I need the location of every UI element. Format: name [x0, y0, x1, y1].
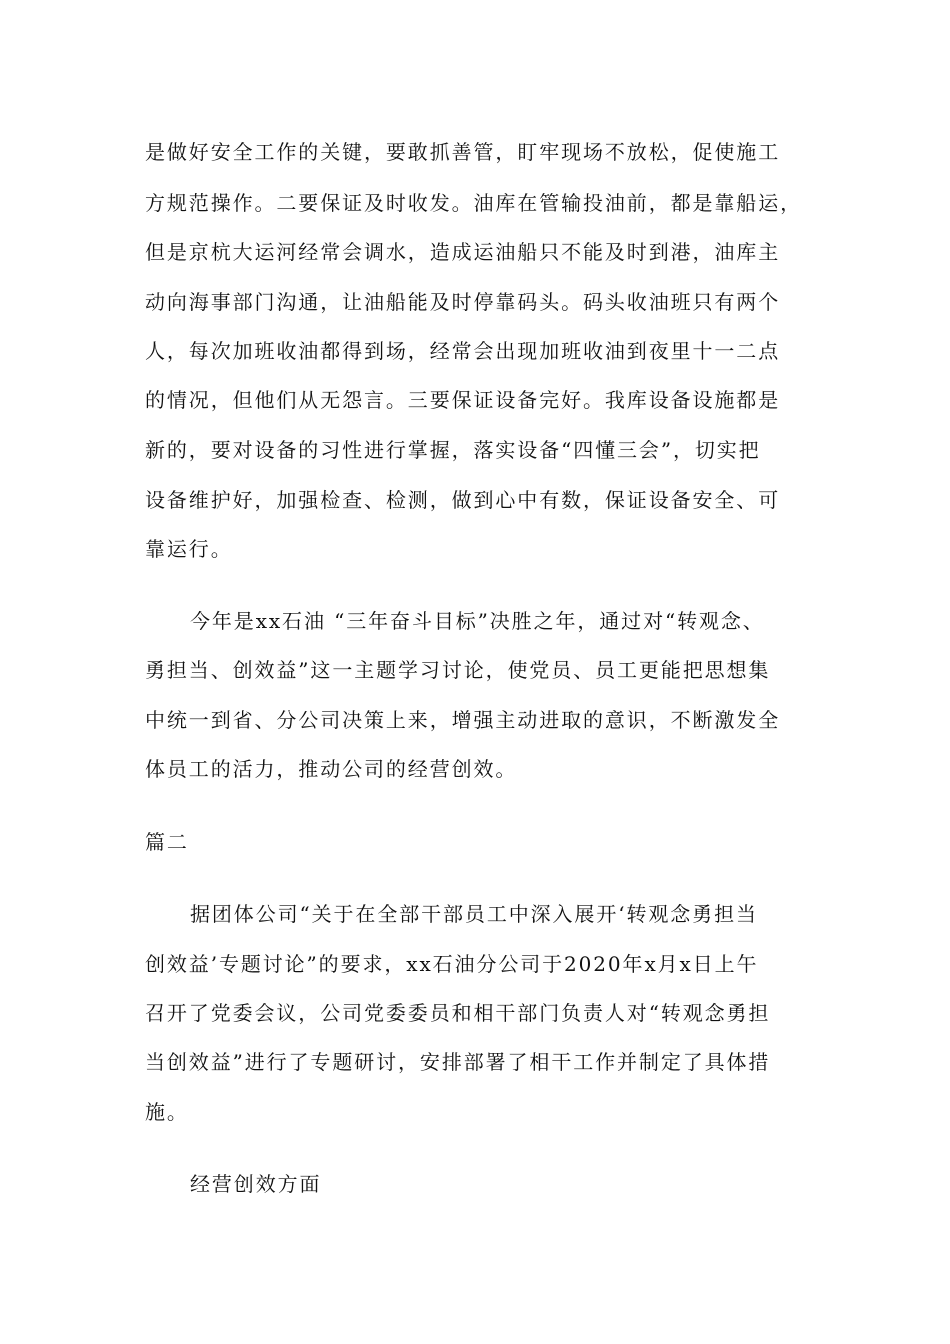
paragraph-1-line-4: 动向海事部门沟通，让油船能及时停靠码头。码头收油班只有两个 [145, 290, 781, 314]
paragraph-1-line-2: 方规范操作。二要保证及时收发。油库在管输投油前，都是靠船运， [145, 191, 802, 215]
section-heading: 篇二 [145, 830, 189, 854]
paragraph-1-line-6: 的情况，但他们从无怨言。三要保证设备完好。我库设备设施都是 [145, 388, 781, 412]
paragraph-1-line-7: 新的，要对设备的习性进行掌握，落实设备“四懂三会”，切实把 [145, 438, 761, 462]
paragraph-3-line-3: 召开了党委会议，公司党委委员和相干部门负责人对“转观念勇担 [145, 1001, 771, 1025]
paragraph-2-line-3: 中统一到省、分公司决策上来，增强主动进取的意识，不断激发全 [145, 708, 781, 732]
paragraph-1-line-9: 靠运行。 [145, 537, 233, 561]
paragraph-1-line-5: 人，每次加班收油都得到场，经常会出现加班收油到夜里十一二点 [145, 339, 781, 363]
subheading: 经营创效方面 [190, 1172, 322, 1196]
paragraph-3-line-2: 创效益’专题讨论”的要求，xx石油分公司于2020年x月x日上午 [145, 952, 759, 976]
paragraph-3-line-1: 据团体公司“关于在全部干部员工中深入展开‘转观念勇担当 [190, 902, 758, 926]
paragraph-2-line-4: 体员工的活力，推动公司的经营创效。 [145, 757, 518, 781]
paragraph-1-line-3: 但是京杭大运河经常会调水，造成运油船只不能及时到港，油库主 [145, 240, 781, 264]
paragraph-3-line-4: 当创效益”进行了专题研讨，安排部署了相干工作并制定了具体措 [145, 1050, 771, 1074]
paragraph-3-line-5: 施。 [145, 1100, 189, 1124]
paragraph-2-line-2: 勇担当、创效益”这一主题学习讨论，使党员、员工更能把思想集 [145, 658, 771, 682]
paragraph-1-line-8: 设备维护好，加强检查、检测，做到心中有数，保证设备安全、可 [145, 488, 781, 512]
paragraph-1-line-1: 是做好安全工作的关键，要敢抓善管，盯牢现场不放松，促使施工 [145, 140, 781, 164]
paragraph-2-line-1: 今年是xx石油 “三年奋斗目标”决胜之年，通过对“转观念、 [190, 609, 765, 633]
